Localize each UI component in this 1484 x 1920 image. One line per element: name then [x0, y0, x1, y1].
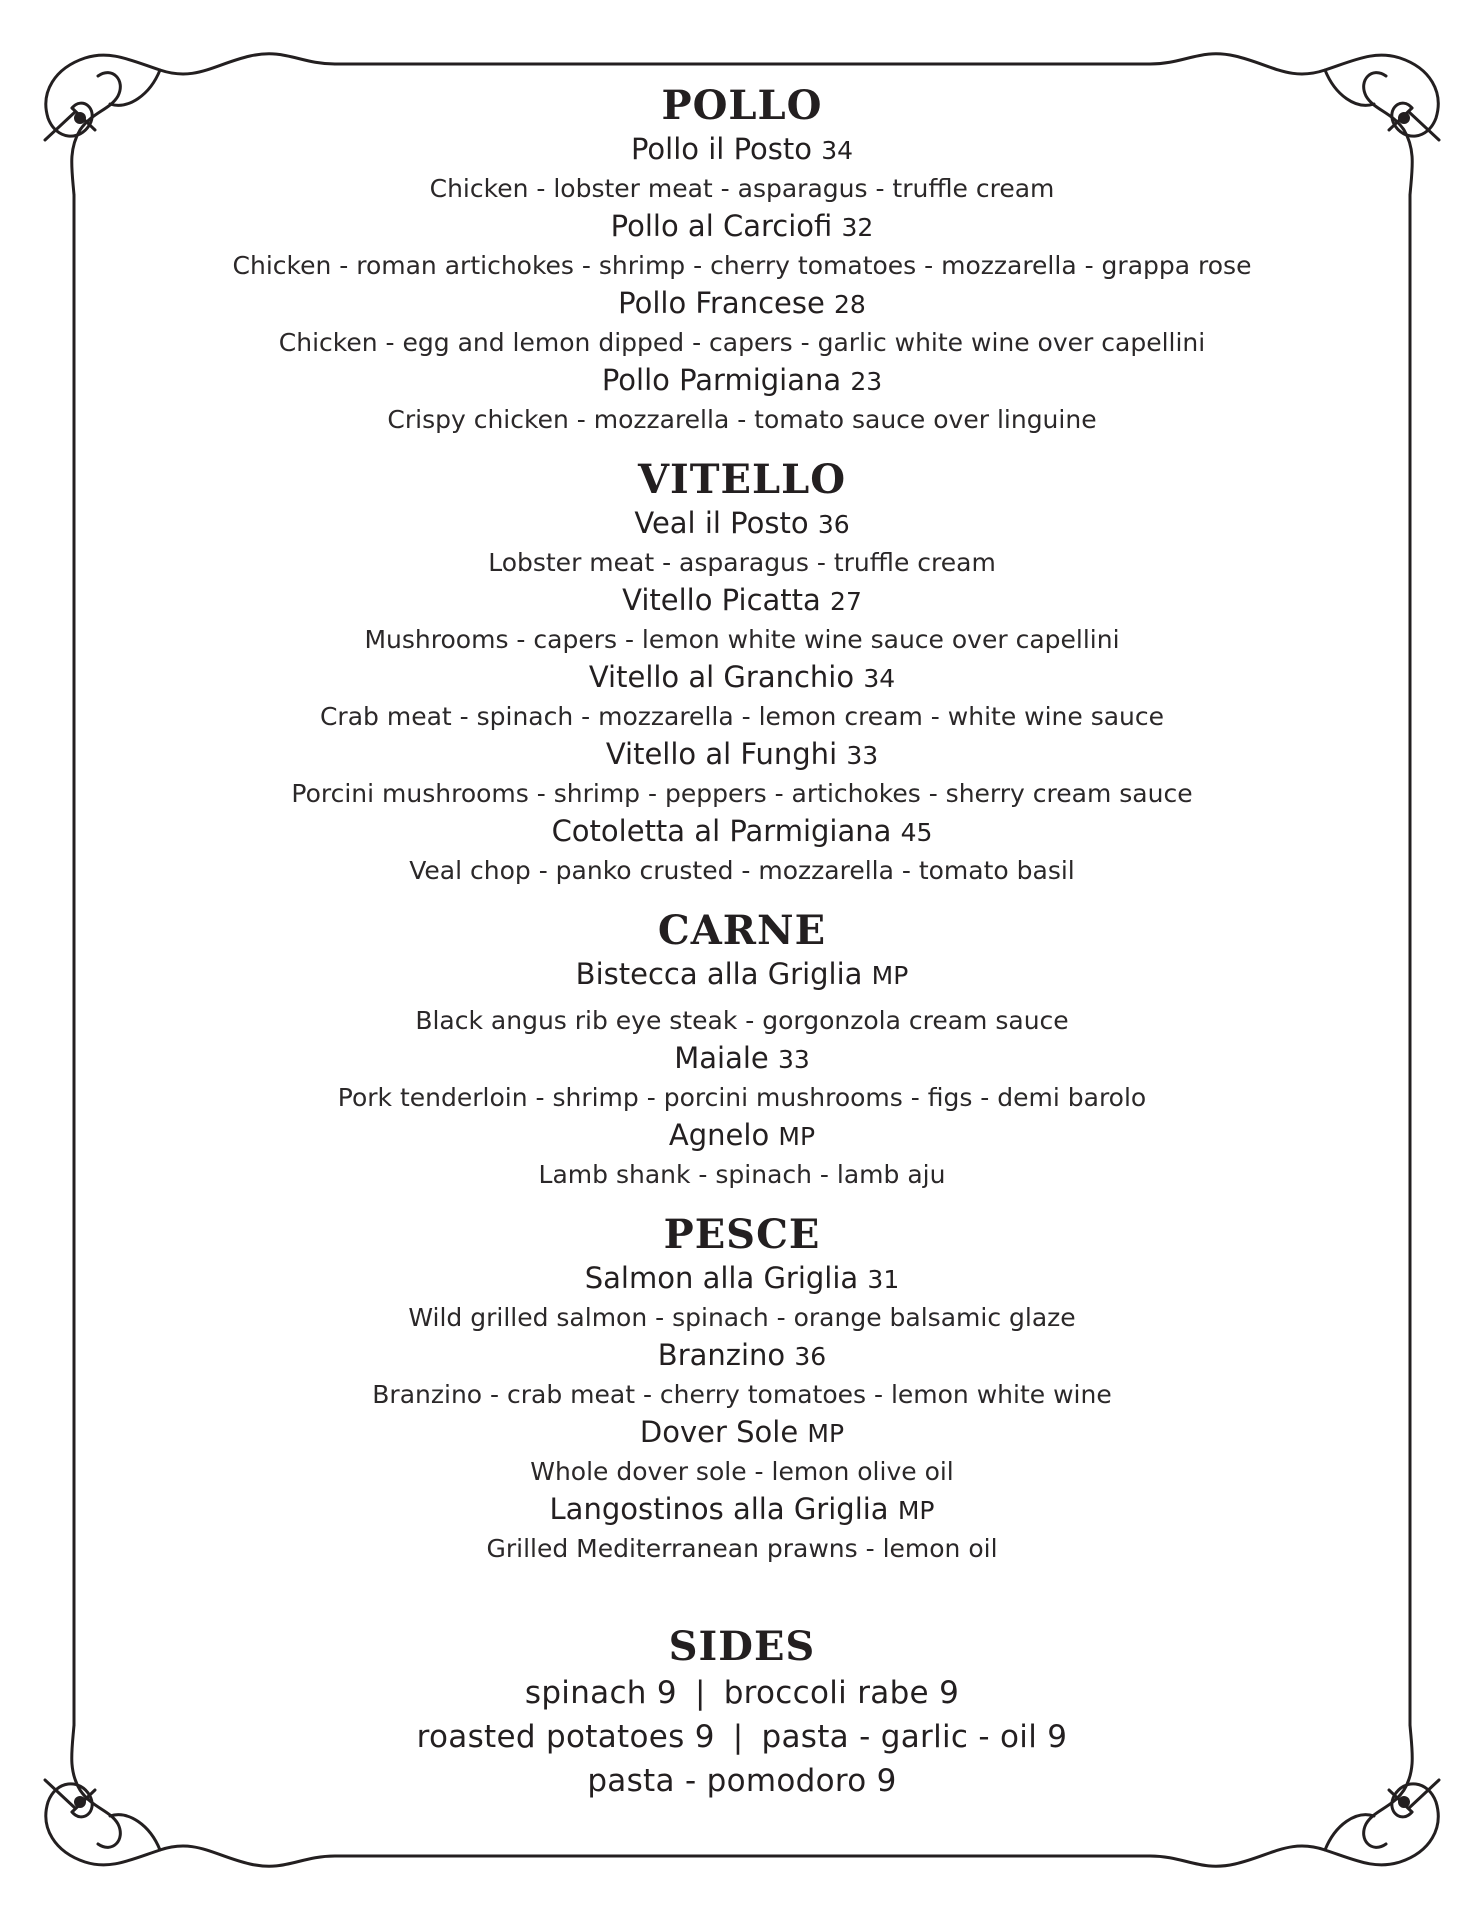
item-heading [150, 361, 1334, 401]
item-price: MP [807, 1419, 845, 1448]
menu-item [150, 581, 1334, 658]
menu-item [150, 955, 1334, 1039]
menu-item [150, 504, 1334, 581]
item-price: MP [897, 1496, 935, 1525]
item-price: 23 [850, 367, 883, 396]
item-name: Pollo il Posto [630, 132, 812, 166]
menu-item [150, 1116, 1334, 1193]
item-description: Lamb shank - spinach - lamb aju [538, 1160, 946, 1189]
item-price: 28 [834, 290, 866, 319]
section-title: POLLO [661, 82, 823, 129]
item-description: Mushrooms - capers - lemon white wine sauce over capellini [364, 625, 1120, 654]
item-heading [150, 1336, 1334, 1376]
menu [150, 82, 1334, 1803]
item-heading [150, 1490, 1334, 1530]
item-price: MP [871, 961, 909, 990]
sides-line [150, 1671, 1334, 1715]
menu-item [150, 812, 1334, 889]
side-item: pasta - pomodoro 9 [587, 1763, 897, 1799]
item-description: Pork tenderloin - shrimp - porcini mushrooms - figs - demi barolo [337, 1083, 1147, 1112]
item-heading [150, 1413, 1334, 1453]
side-item: spinach 9 [524, 1675, 677, 1711]
menu-section-pollo [150, 82, 1334, 438]
item-heading [150, 504, 1334, 544]
section-title: PESCE [663, 1211, 821, 1258]
item-description: Crispy chicken - mozzarella - tomato sauce over linguine [387, 405, 1097, 434]
menu-item [150, 361, 1334, 438]
item-price: MP [778, 1122, 816, 1151]
sides-line [150, 1715, 1334, 1759]
item-price: 36 [817, 510, 850, 539]
section-title: SIDES [668, 1623, 816, 1670]
item-heading [150, 130, 1334, 170]
menu-section-carne [150, 907, 1334, 1193]
item-description: Crab meat - spinach - mozzarella - lemon cream - white wine sauce [319, 702, 1165, 731]
item-heading [150, 955, 1334, 995]
menu-section-pesce [150, 1211, 1334, 1567]
item-price: 34 [821, 136, 854, 165]
menu-item [150, 1259, 1334, 1336]
item-name: Dover Sole [639, 1415, 799, 1449]
item-heading [150, 207, 1334, 247]
menu-item [150, 130, 1334, 207]
item-name: Cotoletta al Parmigiana [551, 814, 892, 848]
menu-item [150, 735, 1334, 812]
item-heading [150, 658, 1334, 698]
item-name: Vitello al Granchio [588, 660, 855, 694]
item-price: 32 [841, 213, 874, 242]
item-name: Pollo al Carciofi [610, 209, 833, 243]
item-name: Bistecca alla Griglia [575, 957, 863, 991]
item-description: Wild grilled salmon - spinach - orange balsamic glaze [408, 1303, 1076, 1332]
item-description: Veal chop - panko crusted - mozzarella - tomato basil [409, 856, 1075, 885]
item-name: Pollo Parmigiana [601, 363, 842, 397]
menu-item [150, 1039, 1334, 1116]
side-item: pasta - garlic - oil 9 [761, 1719, 1068, 1755]
item-name: Salmon alla Griglia [584, 1261, 859, 1295]
sides-line [150, 1759, 1334, 1803]
menu-item [150, 658, 1334, 735]
section-title: CARNE [657, 907, 827, 954]
item-price: 31 [867, 1265, 900, 1294]
item-price: 33 [777, 1045, 810, 1074]
item-heading [150, 1259, 1334, 1299]
item-heading [150, 581, 1334, 621]
item-description: Chicken - roman artichokes - shrimp - cherry tomatoes - mozzarella - grappa rose [232, 251, 1252, 280]
menu-item [150, 1413, 1334, 1490]
side-item: broccoli rabe 9 [723, 1675, 960, 1711]
item-name: Vitello al Funghi [605, 737, 838, 771]
item-description: Lobster meat - asparagus - truffle cream [488, 548, 996, 577]
item-price: 45 [900, 818, 933, 847]
item-heading [150, 812, 1334, 852]
item-description: Black angus rib eye steak - gorgonzola cream sauce [415, 1006, 1069, 1035]
item-heading [150, 284, 1334, 324]
item-heading [150, 735, 1334, 775]
item-heading [150, 1116, 1334, 1156]
item-price: 34 [863, 664, 896, 693]
item-price: 27 [830, 587, 862, 616]
item-name: Vitello Picatta [622, 583, 821, 617]
menu-item [150, 284, 1334, 361]
menu-item [150, 1490, 1334, 1567]
item-description: Whole dover sole - lemon olive oil [530, 1457, 954, 1486]
menu-item [150, 1336, 1334, 1413]
item-description: Porcini mushrooms - shrimp - peppers - artichokes - sherry cream sauce [291, 779, 1193, 808]
item-name: Veal il Posto [634, 506, 809, 540]
item-name: Maiale [674, 1041, 769, 1075]
side-item: roasted potatoes 9 [416, 1719, 715, 1755]
item-name: Agnelo [668, 1118, 770, 1152]
item-name: Langostinos alla Griglia [549, 1492, 889, 1526]
separator: | [732, 1719, 744, 1755]
item-heading [150, 1039, 1334, 1079]
item-price: 33 [846, 741, 879, 770]
menu-item [150, 207, 1334, 284]
item-description: Branzino - crab meat - cherry tomatoes - lemon white wine [372, 1380, 1112, 1409]
section-title: VITELLO [637, 456, 847, 503]
item-description: Chicken - lobster meat - asparagus - truffle cream [429, 174, 1055, 203]
item-name: Branzino [657, 1338, 786, 1372]
menu-section-sides [150, 1623, 1334, 1803]
item-price: 36 [794, 1342, 827, 1371]
item-name: Pollo Francese [618, 286, 825, 320]
separator: | [694, 1675, 706, 1711]
item-description: Grilled Mediterranean prawns - lemon oil [486, 1534, 998, 1563]
item-description: Chicken - egg and lemon dipped - capers - garlic white wine over capellini [278, 328, 1206, 357]
menu-section-vitello [150, 456, 1334, 889]
